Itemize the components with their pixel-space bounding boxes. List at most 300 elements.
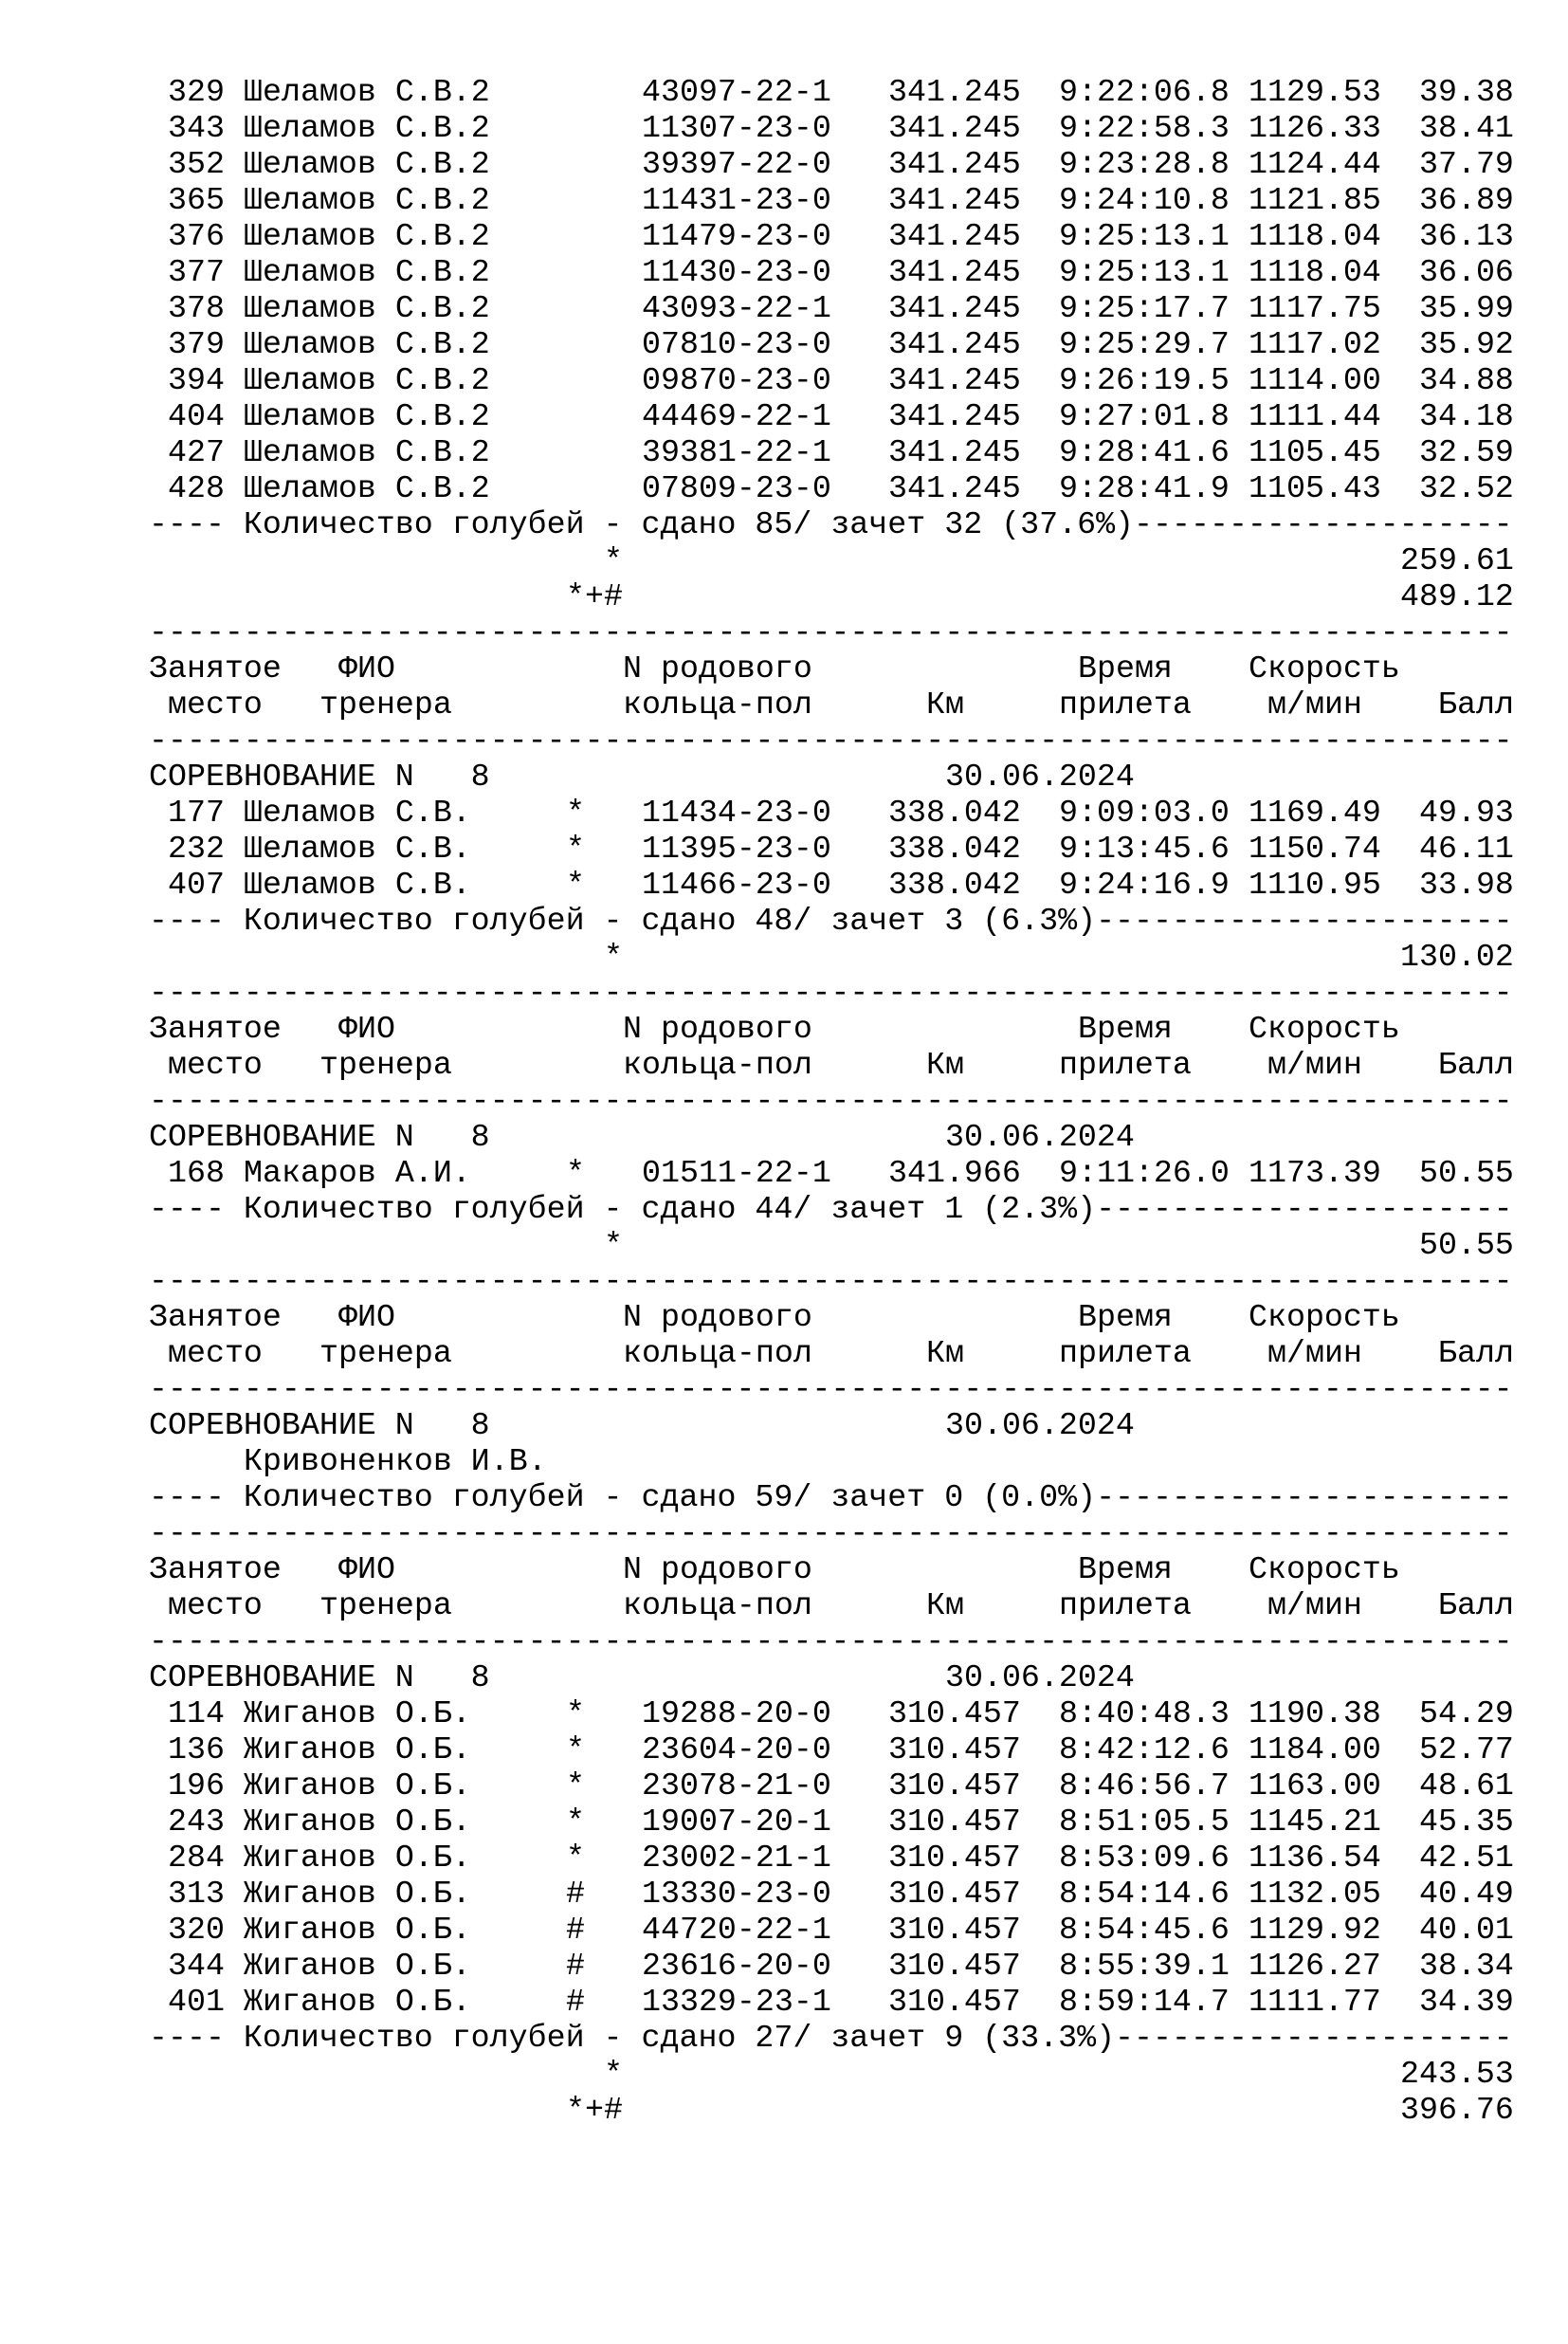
ring-number: 23604-20-0: [642, 1731, 831, 1767]
arrival-time: 8:55:39.1: [1059, 1948, 1230, 1984]
divider: ------------------------------------------------------------------------: [149, 1263, 1513, 1299]
trainer-name: Шеламов С.В.: [244, 831, 471, 867]
ring-number: 44469-22-1: [642, 398, 831, 434]
col-place-label: Занятое: [149, 1551, 282, 1587]
trainer-name: Шеламов С.В.2: [244, 470, 490, 506]
place: 284: [168, 1840, 225, 1876]
total-value: 243.53: [1400, 2056, 1514, 2092]
divider: ------------------------------------------------------------------------: [149, 614, 1513, 650]
speed: 1117.02: [1249, 326, 1381, 362]
mark: #: [566, 1912, 585, 1948]
trainer-name: Шеламов С.В.: [244, 867, 471, 903]
place: 352: [168, 146, 225, 182]
score: 52.77: [1419, 1731, 1514, 1767]
speed: 1129.92: [1249, 1912, 1381, 1948]
distance-km: 338.042: [888, 795, 1021, 831]
score: 40.49: [1419, 1876, 1514, 1912]
trainer-name: Жиганов О.Б.: [244, 1912, 471, 1948]
mark: *: [566, 1695, 585, 1731]
summary-text: ---- Количество голубей - сдано 27/ зачет 9 (33.3%)---------------------: [149, 2020, 1513, 2056]
score: 54.29: [1419, 1695, 1514, 1731]
participant-line: [0, 1443, 1568, 1479]
place: 136: [168, 1731, 225, 1767]
score: 34.88: [1419, 362, 1514, 398]
score: 32.52: [1419, 470, 1514, 506]
mark: *: [566, 1767, 585, 1804]
total-line: [0, 2056, 1568, 2092]
col-time-label: Время: [1078, 1551, 1173, 1587]
speed: 1136.54: [1249, 1840, 1381, 1876]
col-place-label: Занятое: [149, 1299, 282, 1335]
arrival-time: 8:40:48.3: [1059, 1695, 1230, 1731]
col-place-label: Занятое: [149, 650, 282, 687]
place: 168: [168, 1155, 225, 1191]
trainer-name: Жиганов О.Б.: [244, 1876, 471, 1912]
trainer-name: Шеламов С.В.2: [244, 434, 490, 470]
col-place-label: место: [168, 687, 263, 723]
competition-line: [0, 1659, 1568, 1695]
result-row: [0, 470, 1568, 506]
column-header: [0, 650, 1568, 687]
total-marker: *: [604, 2056, 623, 2092]
distance-km: 341.245: [888, 434, 1021, 470]
speed: 1163.00: [1249, 1767, 1381, 1804]
trainer-name: Шеламов С.В.2: [244, 110, 490, 146]
result-row: [0, 290, 1568, 326]
trainer-name: Жиганов О.Б.: [244, 1840, 471, 1876]
score: 39.38: [1419, 74, 1514, 110]
trainer-name: Макаров А.И.: [244, 1155, 471, 1191]
col-speed-label: м/мин: [1267, 1047, 1362, 1083]
col-speed-label: Скорость: [1249, 1551, 1400, 1587]
speed: 1129.53: [1249, 74, 1381, 110]
place: 320: [168, 1912, 225, 1948]
competition-date: 30.06.2024: [945, 1659, 1135, 1695]
ring-number: 11434-23-0: [642, 795, 831, 831]
arrival-time: 8:51:05.5: [1059, 1804, 1230, 1840]
ring-number: 43093-22-1: [642, 290, 831, 326]
score: 50.55: [1419, 1155, 1514, 1191]
distance-km: 341.245: [888, 470, 1021, 506]
total-value: 489.12: [1400, 578, 1514, 614]
mark: #: [566, 1876, 585, 1912]
competition-line: [0, 1407, 1568, 1443]
col-speed-label: Скорость: [1249, 1299, 1400, 1335]
arrival-time: 8:42:12.6: [1059, 1731, 1230, 1767]
place: 232: [168, 831, 225, 867]
total-line: [0, 939, 1568, 975]
place: 313: [168, 1876, 225, 1912]
result-row: [0, 1984, 1568, 2020]
place: 427: [168, 434, 225, 470]
trainer-name: Шеламов С.В.2: [244, 146, 490, 182]
divider: ------------------------------------------------------------------------: [149, 1371, 1513, 1407]
distance-km: 310.457: [888, 1912, 1021, 1948]
col-time-label: прилета: [1059, 687, 1192, 723]
total-marker: *+#: [566, 2092, 623, 2128]
place: 378: [168, 290, 225, 326]
col-km-label: Км: [926, 1047, 964, 1083]
arrival-time: 9:22:58.3: [1059, 110, 1230, 146]
score: 36.06: [1419, 254, 1514, 290]
summary-line: [0, 903, 1568, 939]
column-header: [0, 1047, 1568, 1083]
total-value: 396.76: [1400, 2092, 1514, 2128]
col-km-label: Км: [926, 687, 964, 723]
total-marker: *+#: [566, 578, 623, 614]
result-row: [0, 867, 1568, 903]
arrival-time: 9:25:29.7: [1059, 326, 1230, 362]
ring-number: 19288-20-0: [642, 1695, 831, 1731]
speed: 1111.44: [1249, 398, 1381, 434]
place: 404: [168, 398, 225, 434]
result-row: [0, 1155, 1568, 1191]
speed: 1145.21: [1249, 1804, 1381, 1840]
col-speed-label: Скорость: [1249, 1011, 1400, 1047]
result-row: [0, 1731, 1568, 1767]
col-speed-label: м/мин: [1267, 687, 1362, 723]
score: 38.41: [1419, 110, 1514, 146]
col-ring-label: кольца-пол: [623, 1587, 812, 1623]
trainer-name: Шеламов С.В.2: [244, 290, 490, 326]
score: 35.92: [1419, 326, 1514, 362]
col-time-label: Время: [1078, 650, 1173, 687]
distance-km: 341.245: [888, 74, 1021, 110]
col-time-label: Время: [1078, 1011, 1173, 1047]
trainer-name: Шеламов С.В.2: [244, 182, 490, 218]
score: 32.59: [1419, 434, 1514, 470]
score: 34.18: [1419, 398, 1514, 434]
score: 48.61: [1419, 1767, 1514, 1804]
col-name-label: тренера: [319, 1047, 452, 1083]
divider: ------------------------------------------------------------------------: [149, 975, 1513, 1011]
col-name-label: тренера: [319, 687, 452, 723]
speed: 1126.27: [1249, 1948, 1381, 1984]
distance-km: 341.245: [888, 110, 1021, 146]
arrival-time: 9:27:01.8: [1059, 398, 1230, 434]
distance-km: 310.457: [888, 1695, 1021, 1731]
speed: 1105.45: [1249, 434, 1381, 470]
trainer-name: Жиганов О.Б.: [244, 1767, 471, 1804]
col-time-label: Время: [1078, 1299, 1173, 1335]
trainer-name: Жиганов О.Б.: [244, 1731, 471, 1767]
speed: 1184.00: [1249, 1731, 1381, 1767]
result-row: [0, 362, 1568, 398]
column-header: [0, 1335, 1568, 1371]
column-header: [0, 1551, 1568, 1587]
arrival-time: 9:28:41.9: [1059, 470, 1230, 506]
arrival-time: 8:54:45.6: [1059, 1912, 1230, 1948]
distance-km: 341.245: [888, 398, 1021, 434]
trainer-name: Шеламов С.В.: [244, 795, 471, 831]
score: 42.51: [1419, 1840, 1514, 1876]
score: 49.93: [1419, 795, 1514, 831]
mark: *: [566, 831, 585, 867]
total-value: 50.55: [1419, 1227, 1514, 1263]
arrival-time: 8:46:56.7: [1059, 1767, 1230, 1804]
distance-km: 310.457: [888, 1984, 1021, 2020]
result-row: [0, 1840, 1568, 1876]
ring-number: 11479-23-0: [642, 218, 831, 254]
place: 377: [168, 254, 225, 290]
result-row: [0, 146, 1568, 182]
result-row: [0, 1948, 1568, 1984]
mark: *: [566, 795, 585, 831]
col-km-label: Км: [926, 1335, 964, 1371]
score: 35.99: [1419, 290, 1514, 326]
distance-km: 310.457: [888, 1767, 1021, 1804]
arrival-time: 9:09:03.0: [1059, 795, 1230, 831]
total-line: [0, 2092, 1568, 2128]
total-marker: *: [604, 939, 623, 975]
col-score-label: Балл: [1438, 1335, 1514, 1371]
summary-text: ---- Количество голубей - сдано 44/ зачет 1 (2.3%)----------------------: [149, 1191, 1513, 1227]
distance-km: 338.042: [888, 831, 1021, 867]
score: 40.01: [1419, 1912, 1514, 1948]
col-name-label: ФИО: [338, 1551, 395, 1587]
arrival-time: 9:24:10.8: [1059, 182, 1230, 218]
col-place-label: Занятое: [149, 1011, 282, 1047]
trainer-name: Шеламов С.В.2: [244, 74, 490, 110]
arrival-time: 8:54:14.6: [1059, 1876, 1230, 1912]
arrival-time: 9:25:13.1: [1059, 254, 1230, 290]
arrival-time: 9:28:41.6: [1059, 434, 1230, 470]
distance-km: 310.457: [888, 1876, 1021, 1912]
score: 46.11: [1419, 831, 1514, 867]
col-score-label: Балл: [1438, 1047, 1514, 1083]
arrival-time: 8:53:09.6: [1059, 1840, 1230, 1876]
mark: *: [566, 1155, 585, 1191]
speed: 1117.75: [1249, 290, 1381, 326]
col-score-label: Балл: [1438, 687, 1514, 723]
divider: ------------------------------------------------------------------------: [149, 1623, 1513, 1659]
competition-date: 30.06.2024: [945, 1119, 1135, 1155]
ring-number: 07809-23-0: [642, 470, 831, 506]
ring-number: 23616-20-0: [642, 1948, 831, 1984]
summary-text: ---- Количество голубей - сдано 48/ зачет 3 (6.3%)----------------------: [149, 903, 1513, 939]
trainer-name: Шеламов С.В.2: [244, 398, 490, 434]
col-ring-label: кольца-пол: [623, 1047, 812, 1083]
summary-line: [0, 506, 1568, 542]
summary-text: ---- Количество голубей - сдано 85/ зачет 32 (37.6%)--------------------: [149, 506, 1513, 542]
distance-km: 310.457: [888, 1948, 1021, 1984]
distance-km: 341.245: [888, 326, 1021, 362]
speed: 1118.04: [1249, 218, 1381, 254]
arrival-time: 9:26:19.5: [1059, 362, 1230, 398]
score: 45.35: [1419, 1804, 1514, 1840]
ring-number: 11395-23-0: [642, 831, 831, 867]
trainer-name: Жиганов О.Б.: [244, 1984, 471, 2020]
score: 36.89: [1419, 182, 1514, 218]
mark: *: [566, 1731, 585, 1767]
ring-number: 01511-22-1: [642, 1155, 831, 1191]
distance-km: 341.966: [888, 1155, 1021, 1191]
col-time-label: прилета: [1059, 1047, 1192, 1083]
mark: *: [566, 867, 585, 903]
competition-date: 30.06.2024: [945, 1407, 1135, 1443]
ring-number: 09870-23-0: [642, 362, 831, 398]
speed: 1169.49: [1249, 795, 1381, 831]
total-line: [0, 542, 1568, 578]
distance-km: 341.245: [888, 254, 1021, 290]
trainer-name: Шеламов С.В.2: [244, 362, 490, 398]
ring-number: 39397-22-0: [642, 146, 831, 182]
ring-number: 11307-23-0: [642, 110, 831, 146]
arrival-time: 9:13:45.6: [1059, 831, 1230, 867]
place: 394: [168, 362, 225, 398]
distance-km: 310.457: [888, 1731, 1021, 1767]
competition-line: [0, 1119, 1568, 1155]
col-ring-label: N родового: [623, 1299, 812, 1335]
distance-km: 341.245: [888, 146, 1021, 182]
speed: 1173.39: [1249, 1155, 1381, 1191]
result-row: [0, 326, 1568, 362]
result-row: [0, 795, 1568, 831]
col-place-label: место: [168, 1047, 263, 1083]
total-value: 259.61: [1400, 542, 1514, 578]
distance-km: 341.245: [888, 218, 1021, 254]
ring-number: 13330-23-0: [642, 1876, 831, 1912]
arrival-time: 9:25:13.1: [1059, 218, 1230, 254]
place: 196: [168, 1767, 225, 1804]
col-place-label: место: [168, 1335, 263, 1371]
col-time-label: прилета: [1059, 1335, 1192, 1371]
divider: ------------------------------------------------------------------------: [149, 1515, 1513, 1551]
col-ring-label: кольца-пол: [623, 687, 812, 723]
speed: 1124.44: [1249, 146, 1381, 182]
ring-number: 07810-23-0: [642, 326, 831, 362]
arrival-time: 8:59:14.7: [1059, 1984, 1230, 2020]
result-row: [0, 1876, 1568, 1912]
result-row: [0, 434, 1568, 470]
place: 365: [168, 182, 225, 218]
col-name-label: ФИО: [338, 650, 395, 687]
competition-label: СОРЕВНОВАНИЕ N 8: [149, 1659, 490, 1695]
mark: #: [566, 1984, 585, 2020]
trainer-name: Жиганов О.Б.: [244, 1695, 471, 1731]
col-ring-label: N родового: [623, 650, 812, 687]
ring-number: 44720-22-1: [642, 1912, 831, 1948]
distance-km: 338.042: [888, 867, 1021, 903]
score: 36.13: [1419, 218, 1514, 254]
speed: 1190.38: [1249, 1695, 1381, 1731]
speed: 1118.04: [1249, 254, 1381, 290]
trainer-name: Шеламов С.В.2: [244, 218, 490, 254]
score: 37.79: [1419, 146, 1514, 182]
place: 379: [168, 326, 225, 362]
total-marker: *: [604, 1227, 623, 1263]
ring-number: 11430-23-0: [642, 254, 831, 290]
result-row: [0, 1767, 1568, 1804]
place: 401: [168, 1984, 225, 2020]
distance-km: 341.245: [888, 290, 1021, 326]
col-speed-label: м/мин: [1267, 1335, 1362, 1371]
place: 177: [168, 795, 225, 831]
competition-line: [0, 759, 1568, 795]
column-header: [0, 1011, 1568, 1047]
summary-line: [0, 1479, 1568, 1515]
ring-number: 23002-21-1: [642, 1840, 831, 1876]
arrival-time: 9:23:28.8: [1059, 146, 1230, 182]
trainer-name: Кривоненков И.В.: [244, 1443, 547, 1479]
competition-label: СОРЕВНОВАНИЕ N 8: [149, 759, 490, 795]
speed: 1132.05: [1249, 1876, 1381, 1912]
speed: 1150.74: [1249, 831, 1381, 867]
distance-km: 341.245: [888, 182, 1021, 218]
result-row: [0, 74, 1568, 110]
ring-number: 19007-20-1: [642, 1804, 831, 1840]
col-ring-label: N родового: [623, 1011, 812, 1047]
column-header: [0, 1299, 1568, 1335]
distance-km: 341.245: [888, 362, 1021, 398]
speed: 1121.85: [1249, 182, 1381, 218]
result-row: [0, 1912, 1568, 1948]
trainer-name: Жиганов О.Б.: [244, 1948, 471, 1984]
place: 376: [168, 218, 225, 254]
ring-number: 11466-23-0: [642, 867, 831, 903]
result-row: [0, 218, 1568, 254]
column-header: [0, 1587, 1568, 1623]
divider: ------------------------------------------------------------------------: [149, 723, 1513, 759]
result-row: [0, 831, 1568, 867]
place: 343: [168, 110, 225, 146]
competition-label: СОРЕВНОВАНИЕ N 8: [149, 1119, 490, 1155]
result-row: [0, 1695, 1568, 1731]
col-speed-label: Скорость: [1249, 650, 1400, 687]
place: 428: [168, 470, 225, 506]
total-line: [0, 1227, 1568, 1263]
column-header: [0, 687, 1568, 723]
distance-km: 310.457: [888, 1804, 1021, 1840]
distance-km: 310.457: [888, 1840, 1021, 1876]
col-ring-label: кольца-пол: [623, 1335, 812, 1371]
ring-number: 13329-23-1: [642, 1984, 831, 2020]
score: 33.98: [1419, 867, 1514, 903]
col-name-label: тренера: [319, 1587, 452, 1623]
summary-line: [0, 1191, 1568, 1227]
result-row: [0, 1804, 1568, 1840]
speed: 1126.33: [1249, 110, 1381, 146]
summary-line: [0, 2020, 1568, 2056]
trainer-name: Жиганов О.Б.: [244, 1804, 471, 1840]
speed: 1105.43: [1249, 470, 1381, 506]
mark: *: [566, 1804, 585, 1840]
place: 114: [168, 1695, 225, 1731]
arrival-time: 9:25:17.7: [1059, 290, 1230, 326]
place: 407: [168, 867, 225, 903]
total-marker: *: [604, 542, 623, 578]
col-ring-label: N родового: [623, 1551, 812, 1587]
col-name-label: тренера: [319, 1335, 452, 1371]
place: 329: [168, 74, 225, 110]
ring-number: 23078-21-0: [642, 1767, 831, 1804]
score: 34.39: [1419, 1984, 1514, 2020]
col-score-label: Балл: [1438, 1587, 1514, 1623]
speed: 1114.00: [1249, 362, 1381, 398]
place: 344: [168, 1948, 225, 1984]
col-name-label: ФИО: [338, 1011, 395, 1047]
trainer-name: Шеламов С.В.2: [244, 254, 490, 290]
speed: 1110.95: [1249, 867, 1381, 903]
col-time-label: прилета: [1059, 1587, 1192, 1623]
summary-text: ---- Количество голубей - сдано 59/ зачет 0 (0.0%)----------------------: [149, 1479, 1513, 1515]
col-name-label: ФИО: [338, 1299, 395, 1335]
result-row: [0, 254, 1568, 290]
result-row: [0, 110, 1568, 146]
ring-number: 11431-23-0: [642, 182, 831, 218]
ring-number: 39381-22-1: [642, 434, 831, 470]
ring-number: 43097-22-1: [642, 74, 831, 110]
